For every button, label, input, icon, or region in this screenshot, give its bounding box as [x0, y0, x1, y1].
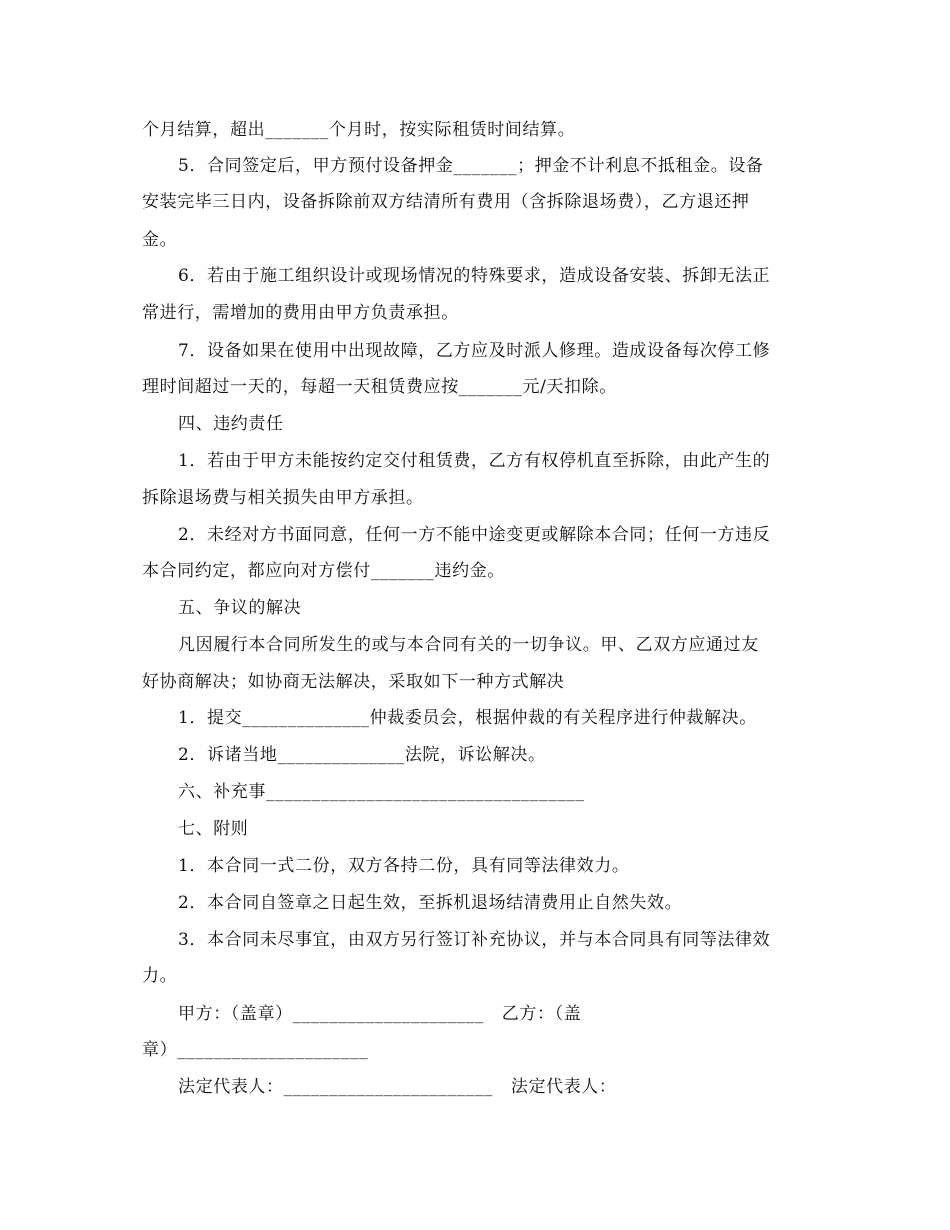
- clause-5-line: 5．合同签定后，甲方预付设备押金_______；押金不计利息不抵租金。设备: [178, 156, 764, 176]
- text-line: 个月结算，超出_______个月时，按实际租赁时间结算。: [142, 120, 576, 140]
- dispute-option-1: 1．提交______________仲裁委员会，根据仲裁的有关程序进行仲裁解决。: [178, 708, 757, 728]
- dispute-paragraph-line: 凡因履行本合同所发生的或与本合同有关的一切争议。甲、乙双方应通过友: [178, 635, 759, 655]
- text-line: 金。: [142, 230, 178, 250]
- text-line: 好协商解决；如协商无法解决，采取如下一种方式解决: [142, 672, 565, 692]
- section-heading-dispute: 五、争议的解决: [178, 598, 302, 618]
- signature-party-line: 甲方：（盖章）_____________________ 乙方：（盖: [178, 1004, 582, 1024]
- section-heading-supplement: 六、补充事___________________________________: [178, 782, 585, 802]
- clause-7-line: 7．设备如果在使用中出现故障，乙方应及时派人修理。造成设备每次停工修: [178, 341, 771, 361]
- clause-6-line: 6．若由于施工组织设计或现场情况的特殊要求，造成设备安装、拆卸无法正: [178, 266, 771, 286]
- annex-clause-1: 1．本合同一式二份，双方各持二份，具有同等法律效力。: [178, 856, 630, 876]
- text-line: 常进行，需增加的费用由甲方负责承担。: [142, 303, 459, 323]
- breach-clause-2-line: 2．未经对方书面同意，任何一方不能中途变更或解除本合同；任何一方违反: [178, 525, 771, 545]
- annex-clause-3-line: 3．本合同未尽事宜，由双方另行签订补充协议，并与本合同具有同等法律效: [178, 930, 771, 950]
- text-line: 力。: [142, 966, 178, 986]
- text-line: 拆除退场费与相关损失由甲方承担。: [142, 488, 424, 508]
- text-line: 本合同约定，都应向对方偿付_______违约金。: [142, 561, 505, 581]
- breach-clause-1-line: 1．若由于甲方未能按约定交付租赁费，乙方有权停机直至拆除，由此产生的: [178, 451, 771, 471]
- annex-clause-2: 2．本合同自签章之日起生效，至拆机退场结清费用止自然失效。: [178, 893, 683, 913]
- text-line: 理时间超过一天的，每超一天租赁费应按_______元/天扣除。: [142, 377, 617, 397]
- section-heading-breach: 四、违约责任: [178, 414, 284, 434]
- legal-representative-line: 法定代表人：_______________________ 法定代表人：: [178, 1077, 617, 1097]
- dispute-option-2: 2．诉诸当地______________法院，诉讼解决。: [178, 745, 546, 765]
- signature-seal-line: 章）_____________________: [142, 1040, 369, 1060]
- section-heading-annex: 七、附则: [178, 819, 249, 839]
- text-line: 安装完毕三日内，设备拆除前双方结清所有费用（含拆除退场费），乙方退还押: [142, 192, 750, 212]
